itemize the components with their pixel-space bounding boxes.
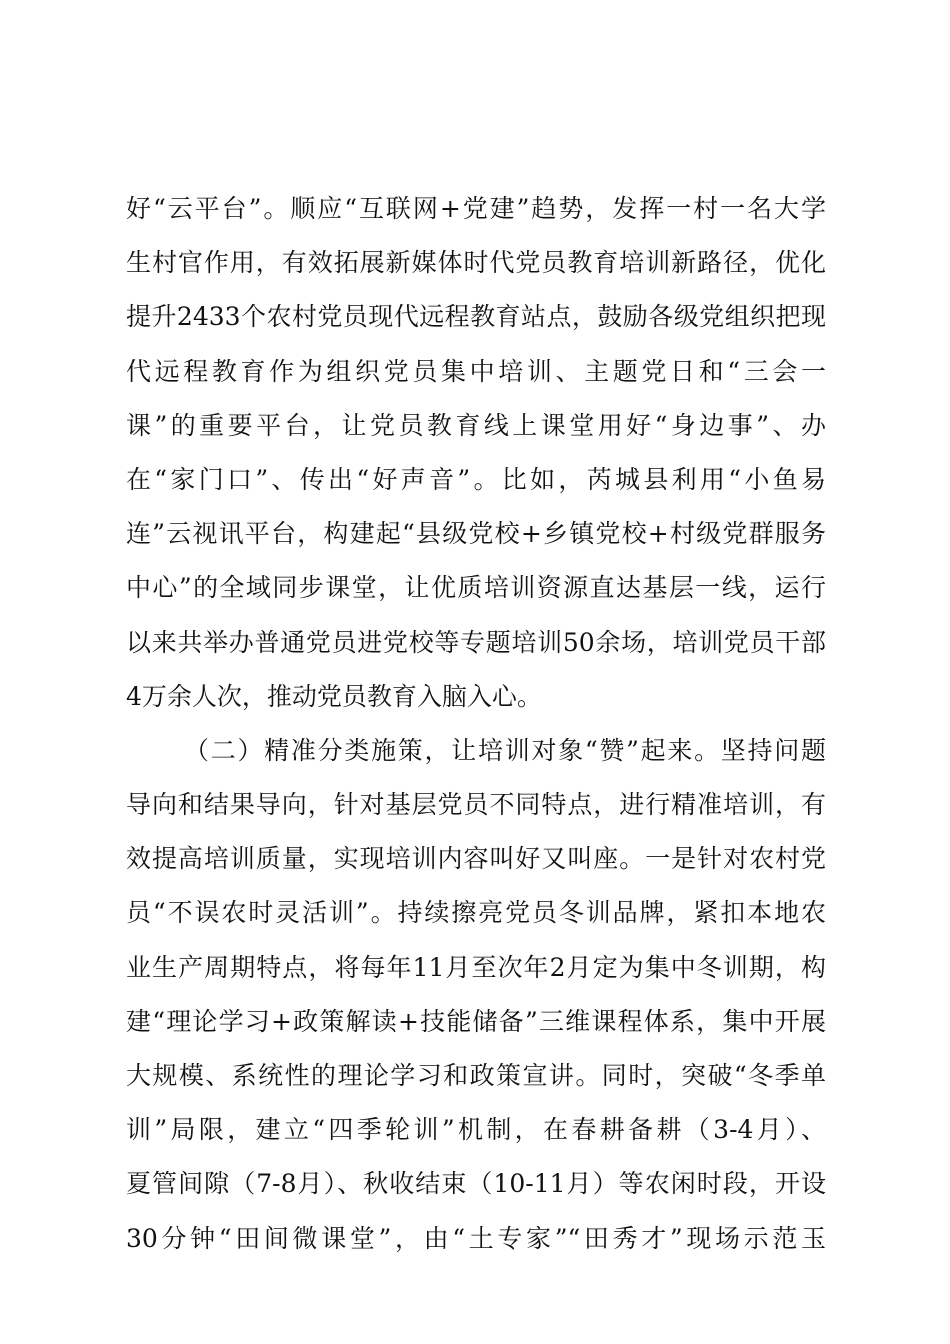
text-line: 效提高培训质量，实现培训内容叫好又叫座。一是针对农村党 xyxy=(126,844,826,874)
text-line: 导向和结果导向，针对基层党员不同特点，进行精准培训，有 xyxy=(126,790,826,820)
text-line: 大规模、系统性的理论学习和政策宣讲。同时，突破“冬季单 xyxy=(126,1061,826,1090)
text-line: 连”云视讯平台，构建起“县级党校+乡镇党校+村级党群服务 xyxy=(126,519,826,549)
text-line: 业生产周期特点，将每年11月至次年2月定为集中冬训期，构 xyxy=(126,952,826,982)
text-line: 以来共举办普通党员进党校等专题培训50余场，培训党员干部 xyxy=(126,627,826,657)
text-line: 建“理论学习+政策解读+技能储备”三维课程体系，集中开展 xyxy=(126,1006,826,1036)
text-line: 在“家门口”、传出“好声音”。比如，芮城县利用“小鱼易 xyxy=(126,464,826,494)
text-line: 提升2433个农村党员现代远程教育站点，鼓励各级党组织把现 xyxy=(126,302,826,332)
text-line: 生村官作用，有效拓展新媒体时代党员教育培训新路径，优化 xyxy=(126,248,826,278)
text-line: 30分钟“田间微课堂”，由“土专家”“田秀才”现场示范玉 xyxy=(126,1223,826,1253)
text-line: 好“云平台”。顺应“互联网+党建”趋势，发挥一村一名大学 xyxy=(126,194,826,223)
text-line: 代远程教育作为组织党员集中培训、主题党日和“三会一 xyxy=(126,356,826,386)
body-text xyxy=(126,182,826,1266)
text-line: 训”局限，建立“四季轮训”机制，在春耕备耕（3-4月）、 xyxy=(126,1115,826,1145)
text-line: 员“不误农时灵活训”。持续擦亮党员冬训品牌，紧扣本地农 xyxy=(126,898,826,928)
text-line: 夏管间隙（7-8月）、秋收结束（10-11月）等农闲时段，开设 xyxy=(126,1169,826,1199)
paragraph-end-line: 4万余人次，推动党员教育入脑入心。 xyxy=(126,681,542,711)
section-heading-line: （二）精准分类施策，让培训对象“赞”起来。坚持问题 xyxy=(184,735,826,765)
text-line: 中心”的全域同步课堂，让优质培训资源直达基层一线，运行 xyxy=(126,573,826,603)
text-line: 课”的重要平台，让党员教育线上课堂用好“身边事”、办 xyxy=(126,410,826,440)
